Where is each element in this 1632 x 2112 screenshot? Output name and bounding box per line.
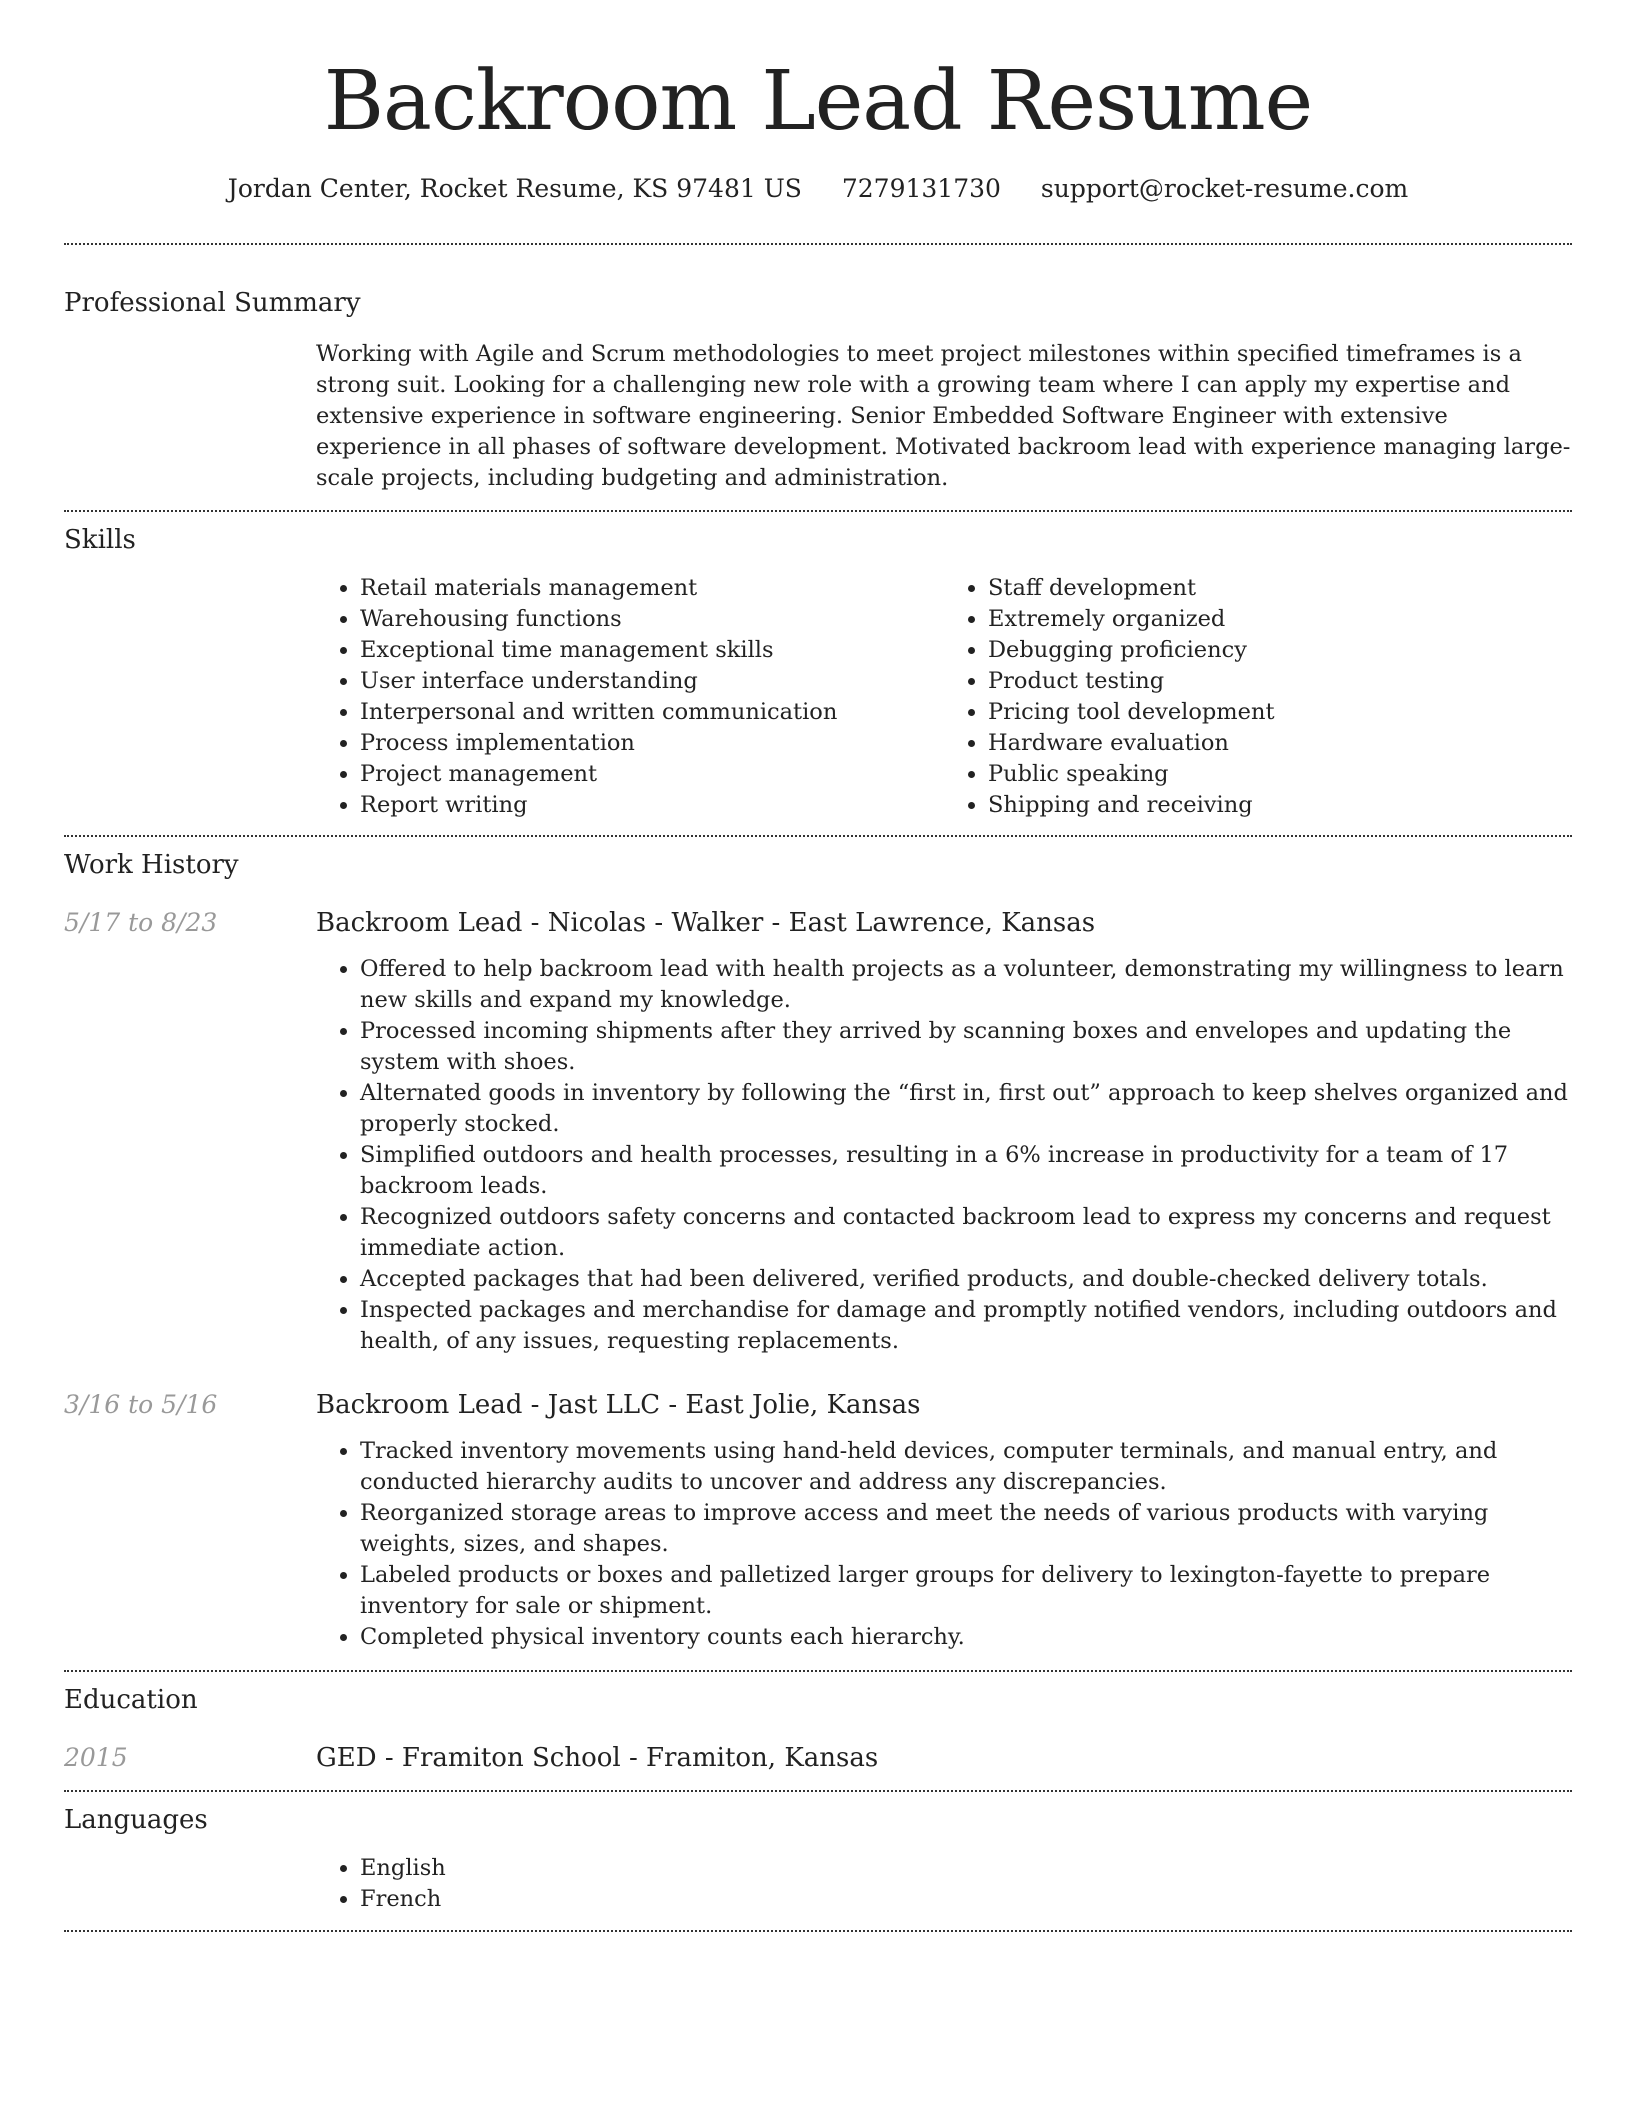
section-divider <box>64 835 1572 837</box>
skills-heading: Skills <box>64 525 136 555</box>
skill-item: • Extremely organized <box>988 604 1572 635</box>
job-entry <box>64 1388 1572 1653</box>
skill-item: • User interface understanding <box>360 666 944 697</box>
contact-email: support@rocket-resume.com <box>1040 174 1409 203</box>
work-section <box>64 848 1572 1653</box>
section-divider <box>64 510 1572 512</box>
section-divider <box>64 1670 1572 1672</box>
skills-section <box>64 523 1572 821</box>
skill-item: • Shipping and receiving <box>988 790 1572 821</box>
skill-item: • Retail materials management <box>360 573 944 604</box>
skills-list-left <box>316 573 944 821</box>
language-item: • French <box>360 1884 1572 1915</box>
contact-address: Jordan Center, Rocket Resume, KS 97481 US <box>227 174 802 203</box>
language-item: • English <box>360 1853 1572 1884</box>
education-year: 2015 <box>64 1743 128 1772</box>
job-bullet: • Simplified outdoors and health processes, resulting in a 6% increase in productivity for a team of 17 backroom leads. <box>360 1140 1572 1202</box>
skill-item: • Pricing tool development <box>988 697 1572 728</box>
job-bullet: • Processed incoming shipments after they arrived by scanning boxes and envelopes and updating the system with shoes. <box>360 1016 1572 1078</box>
job-dates: 3/16 to 5/16 <box>64 1390 218 1419</box>
skill-item: • Interpersonal and written communication <box>360 697 944 728</box>
languages-section <box>64 1803 1572 1915</box>
job-title: Backroom Lead - Jast LLC - East Jolie, Kansas <box>316 1390 921 1420</box>
skill-item: • Warehousing functions <box>360 604 944 635</box>
job-bullet: • Labeled products or boxes and palletized larger groups for delivery to lexington-fayette to prepare inventory for sale or shipment. <box>360 1560 1572 1622</box>
contact-line <box>64 172 1572 206</box>
education-title: GED - Framiton School - Framiton, Kansas <box>316 1743 879 1773</box>
skill-item: • Staff development <box>988 573 1572 604</box>
job-bullet: • Tracked inventory movements using hand-held devices, computer terminals, and manual entry, and conducted hierarchy audits to uncover and address any discrepancies. <box>360 1436 1572 1498</box>
skill-item: • Debugging proficiency <box>988 635 1572 666</box>
job-bullet: • Offered to help backroom lead with health projects as a volunteer, demonstrating my willingness to learn new skills and expand my knowledge. <box>360 954 1572 1016</box>
job-bullets <box>316 1436 1572 1653</box>
resume-title: Backroom Lead Resume <box>323 54 1313 149</box>
skill-item: • Product testing <box>988 666 1572 697</box>
job-bullet: • Inspected packages and merchandise for damage and promptly notified vendors, including outdoors and health, of any issues, requesting replacements. <box>360 1295 1572 1357</box>
skill-item: • Hardware evaluation <box>988 728 1572 759</box>
skill-item: • Process implementation <box>360 728 944 759</box>
work-heading: Work History <box>64 850 239 880</box>
section-divider <box>64 1930 1572 1932</box>
section-divider <box>64 1790 1572 1792</box>
job-bullet: • Accepted packages that had been delivered, verified products, and double-checked delivery totals. <box>360 1264 1572 1295</box>
job-title: Backroom Lead - Nicolas - Walker - East Lawrence, Kansas <box>316 908 1096 938</box>
contact-phone: 7279131730 <box>841 174 1001 203</box>
section-divider <box>64 243 1572 245</box>
summary-heading: Professional Summary <box>64 288 361 318</box>
skill-item: • Public speaking <box>988 759 1572 790</box>
skill-item: • Report writing <box>360 790 944 821</box>
education-section <box>64 1683 1572 1775</box>
languages-list <box>316 1853 1572 1915</box>
job-bullet: • Alternated goods in inventory by following the “first in, first out” approach to keep shelves organized and properly stocked. <box>360 1078 1572 1140</box>
education-heading: Education <box>64 1685 198 1715</box>
job-entry <box>64 906 1572 1357</box>
job-bullet: • Reorganized storage areas to improve access and meet the needs of various products with varying weights, sizes, and shapes. <box>360 1498 1572 1560</box>
skills-list-right <box>944 573 1572 821</box>
skill-item: • Project management <box>360 759 944 790</box>
job-dates: 5/17 to 8/23 <box>64 908 218 937</box>
resume-page <box>64 0 1572 1932</box>
job-bullets <box>316 954 1572 1357</box>
summary-text: Working with Agile and Scrum methodologies to meet project milestones within specified timeframes is a strong suit. Looking for a challenging new role with a growing team where I can apply my expertise and extensive experience in software engineering. Senior Embedded Software Engineer with extensive experience in all phases of software development. Motivated backroom lead with experience managing large-scale projects, including budgeting and administration. <box>316 341 1571 491</box>
job-bullet: • Completed physical inventory counts each hierarchy. <box>360 1622 1572 1653</box>
job-bullet: • Recognized outdoors safety concerns and contacted backroom lead to express my concerns and request immediate action. <box>360 1202 1572 1264</box>
languages-heading: Languages <box>64 1805 208 1835</box>
skill-item: • Exceptional time management skills <box>360 635 944 666</box>
summary-section <box>64 286 1572 494</box>
